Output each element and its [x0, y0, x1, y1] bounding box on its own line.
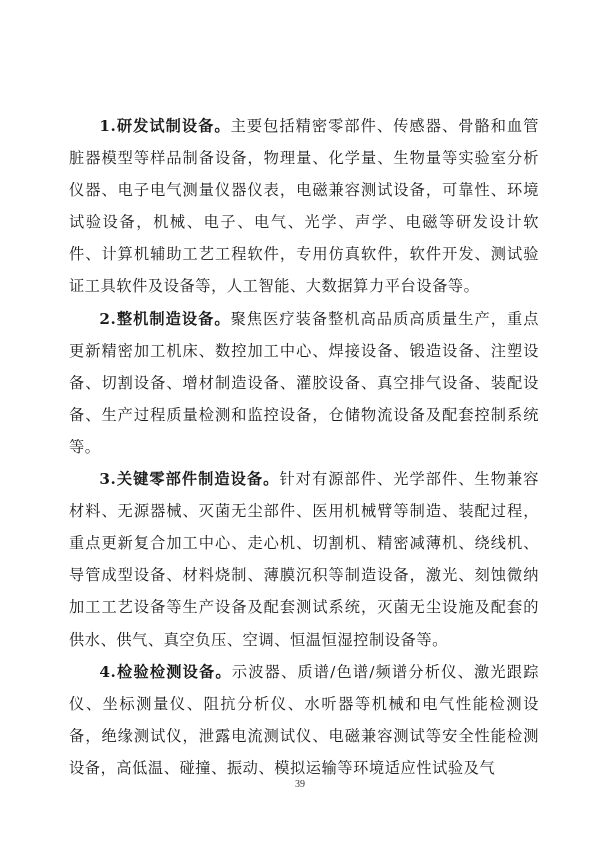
paragraph-rd-equipment	[69, 110, 539, 303]
paragraph-text: 示波器、质谱/色谱/频谱分析仪、激光跟踪仪、坐标测量仪、阻抗分析仪、水听器等机械和电气性能检测设备，绝缘测试仪，泄露电流测试仪、电磁兼容测试等安全性能检测设备，高低温、碰撞、振动、模拟运输等环境适应性试验及气	[69, 662, 539, 777]
paragraph-text: 聚焦医疗装备整机高品质高质量生产，重点更新精密加工机床、数控加工中心、焊接设备、锻造设备、注塑设备、切割设备、增材制造设备、灌胶设备、真空排气设备、装配设备、生产过程质量检测和监控设备，仓储物流设备及配套控制系统等。	[69, 309, 539, 456]
paragraph-heading: 1.研发试制设备。	[99, 117, 231, 135]
paragraph-text: 主要包括精密零部件、传感器、骨骼和血管脏器模型等样品制备设备，物理量、化学量、生物量等实验室分析仪器、电子电气测量仪器仪表，电磁兼容测试设备，可靠性、环境试验设备，机械、电子、电气、光学、声学、电磁等研发设计软件、计算机辅助工艺工程软件，专用仿真软件，软件开发、测试验证工具软件及设备等，人工智能、大数据算力平台设备等。	[69, 117, 539, 296]
paragraph-assembly-equipment	[69, 303, 539, 463]
paragraph-testing-equipment	[69, 656, 539, 784]
paragraph-heading: 2.整机制造设备。	[99, 309, 231, 328]
paragraph-component-equipment	[69, 463, 539, 656]
paragraph-heading: 4.检验检测设备。	[99, 662, 232, 681]
paragraph-heading: 3.关键零部件制造设备。	[99, 470, 280, 489]
paragraph-text: 针对有源部件、光学部件、生物兼容材料、无源器械、灭菌无尘部件、医用机械臂等制造、装配过程，重点更新复合加工中心、走心机、切割机、精密减薄机、绕线机、导管成型设备、材料烧制、薄膜沉积等制造设备，激光、刻蚀微纳加工工艺设备等生产设备及配套测试系统，灭菌无尘设施及配套的供水、供气、真空负压、空调、恒温恒湿控制设备等。	[69, 470, 539, 649]
page-number: 39	[295, 779, 305, 790]
document-body	[69, 110, 539, 784]
